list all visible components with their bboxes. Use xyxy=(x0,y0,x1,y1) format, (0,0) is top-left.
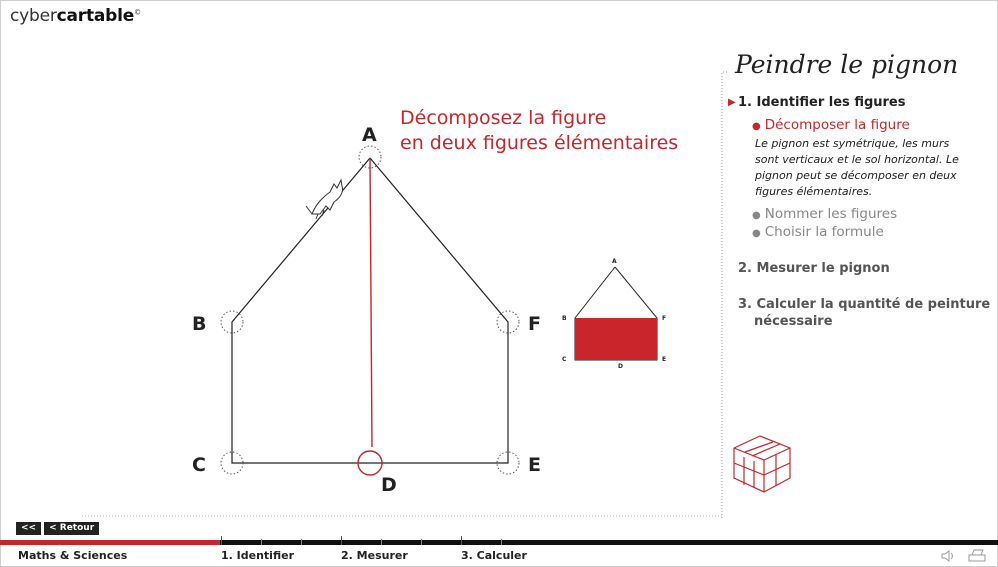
mini-label-c: C xyxy=(562,356,567,363)
bullet-icon: ● xyxy=(752,121,761,132)
timeline-marker xyxy=(461,536,462,545)
decomposition-line xyxy=(370,158,372,447)
timeline-tick xyxy=(421,539,422,545)
chapter-link-calculer[interactable]: 3. Calculer xyxy=(461,549,527,562)
vertex-label-f: F xyxy=(528,313,541,335)
cybercartable-logo: cybercartable© xyxy=(10,6,141,26)
bullet-icon: ● xyxy=(752,210,761,221)
substep-decomposer[interactable]: ● Décomposer la figure xyxy=(752,117,910,133)
vertex-label-b: B xyxy=(192,313,207,335)
step-calculer[interactable]: 3. Calculer la quantité de peinture nécessaire xyxy=(738,297,991,329)
sound-icon[interactable] xyxy=(940,549,958,563)
mini-label-f: F xyxy=(662,315,667,322)
chapter-link-identifier[interactable]: 1. Identifier xyxy=(221,549,294,562)
timeline-marker xyxy=(221,536,222,545)
print-icon[interactable] xyxy=(966,549,988,563)
vertex-label-d: D xyxy=(381,474,397,496)
mini-label-d: D xyxy=(618,363,623,370)
vertex-label-a: A xyxy=(362,124,377,146)
timeline-tick xyxy=(381,539,382,545)
mini-label-b: B xyxy=(562,315,567,322)
step-description: Le pignon est symétrique, les murs sont verticaux et le sol horizontal. Le pignon peut se décomposer en deux figures élémentaires. xyxy=(755,137,959,198)
cube-logo xyxy=(734,436,790,492)
back-controls xyxy=(16,522,99,535)
vertex-label-c: C xyxy=(192,454,206,476)
back-double-button[interactable]: << xyxy=(16,522,41,535)
timeline-tick xyxy=(501,539,502,545)
instruction-text: Décomposez la figure en deux figures élémentaires xyxy=(400,107,679,154)
footer-icons xyxy=(940,549,988,563)
vertex-label-e: E xyxy=(528,454,541,476)
panel-title: Peindre le pignon xyxy=(735,50,959,79)
timeline-marker xyxy=(341,536,342,545)
mini-label-a: A xyxy=(612,258,617,265)
timeline-tick xyxy=(301,539,302,545)
active-arrow-icon: ▶ xyxy=(728,97,736,108)
retour-button[interactable]: < Retour xyxy=(44,522,99,535)
subject-label: Maths & Sciences xyxy=(18,549,128,562)
mini-figure xyxy=(575,267,657,360)
mini-rectangle-fill xyxy=(575,318,657,360)
substep-choisir[interactable]: ● Choisir la formule xyxy=(752,224,884,240)
step-identifier[interactable]: ▶ 1. Identifier les figures xyxy=(728,95,906,110)
chapter-link-mesurer[interactable]: 2. Mesurer xyxy=(341,549,408,562)
mini-label-e: E xyxy=(662,356,667,363)
substep-nommer[interactable]: ● Nommer les figures xyxy=(752,206,898,222)
step-mesurer[interactable]: 2. Mesurer le pignon xyxy=(738,261,890,276)
timeline-tick xyxy=(261,539,262,545)
bullet-icon: ● xyxy=(752,228,761,239)
panel-border xyxy=(722,72,728,518)
chapter-timeline[interactable] xyxy=(0,540,998,545)
timeline-progress xyxy=(0,540,220,545)
